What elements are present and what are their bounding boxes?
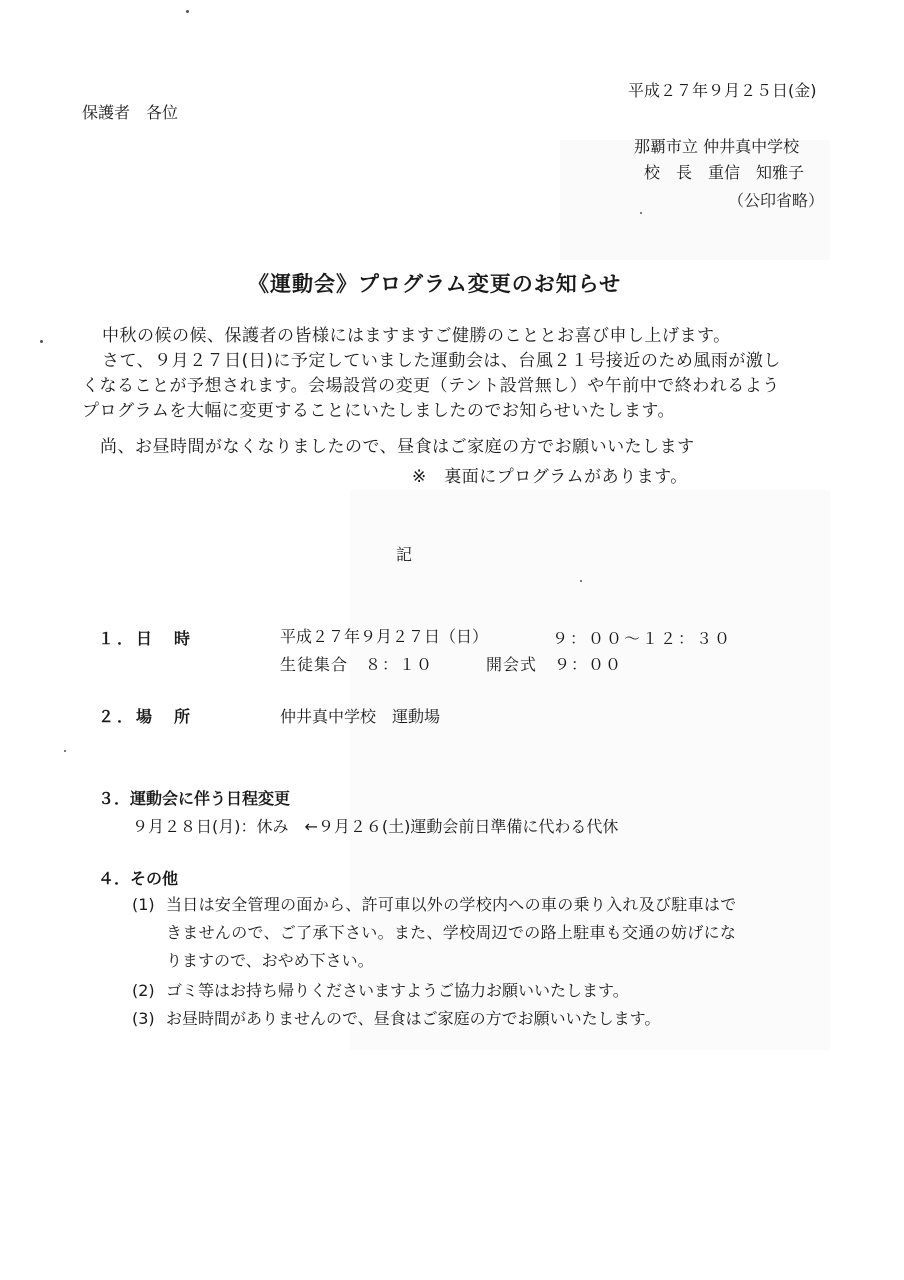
item2-value: 仲井真中学校 運動場 bbox=[280, 707, 441, 726]
issue-date: 平成２７年９月２５日(金) bbox=[628, 81, 817, 100]
item4-sub3-number: (3) bbox=[132, 1009, 155, 1028]
item4-sub1-line: りますので、おやめ下さい。 bbox=[166, 951, 374, 970]
item3-value: ９月２８日(月)：休み ←９月２６(土)運動会前日準備に代わる代休 bbox=[132, 817, 619, 836]
ki-heading: 記 bbox=[396, 545, 413, 564]
document-title: 《運動会》プログラム変更のお知らせ bbox=[248, 272, 622, 296]
item1-time: ９：００〜１２：３０ bbox=[552, 629, 733, 648]
body-line: 中秋の候の候、保護者の皆様にはますますご健勝のこととお喜び申し上げます。 bbox=[102, 326, 731, 346]
scan-speck bbox=[186, 10, 189, 13]
item4-label: ４．その他 bbox=[98, 869, 179, 888]
body-line: くなることが予想されます。会場設営の変更（テント設営無し）や午前中で終われるよう bbox=[82, 376, 780, 396]
show-through-block bbox=[350, 490, 830, 1050]
item4-sub2-number: (2) bbox=[132, 981, 155, 1000]
scan-speck bbox=[580, 580, 582, 582]
item4-sub1-line: きませんので、ご了承下さい。また、学校周辺での路上駐車も交通の妨げにな bbox=[166, 923, 737, 942]
item3-label: ３．運動会に伴う日程変更 bbox=[98, 789, 291, 808]
item4-sub1-number: (1) bbox=[132, 895, 155, 914]
item1-label: １．日 時 bbox=[98, 629, 194, 648]
school-name: 那覇市立 仲井真中学校 bbox=[634, 137, 800, 156]
item4-sub3-line: お昼時間がありませんので、昼食はご家庭の方でお願いいたします。 bbox=[166, 1009, 661, 1028]
principal-name: 校 長 重信 知雅子 bbox=[644, 163, 805, 182]
item1-date: 平成２７年９月２７日（日） bbox=[280, 627, 489, 646]
item2-label: ２．場 所 bbox=[98, 707, 194, 726]
item4-sub2-line: ゴミ等はお持ち帰りくださいますようご協力お願いいたします。 bbox=[166, 981, 629, 1000]
seal-note: （公印省略） bbox=[728, 191, 825, 210]
body-line: 尚、お昼時間がなくなりましたので、昼食はご家庭の方でお願いいたします bbox=[100, 437, 695, 457]
program-note: ※ 裏面にプログラムがあります。 bbox=[412, 467, 688, 487]
scan-speck bbox=[64, 750, 66, 752]
recipient: 保護者 各位 bbox=[82, 103, 179, 122]
scan-speck bbox=[40, 340, 43, 343]
item4-sub1-line: 当日は安全管理の面から、許可車以外の学校内への車の乗り入れ及び駐車はで bbox=[166, 895, 737, 914]
scan-speck bbox=[640, 212, 642, 214]
body-line: さて、９月２７日(日)に予定していました運動会は、台風２１号接近のため風雨が激し bbox=[102, 351, 781, 371]
body-line: プログラムを大幅に変更することにいたしましたのでお知らせいたします。 bbox=[82, 401, 675, 421]
item1-gather: 生徒集合 ８：１０ bbox=[280, 655, 434, 674]
item1-opening: 開会式 ９：００ bbox=[486, 655, 623, 674]
